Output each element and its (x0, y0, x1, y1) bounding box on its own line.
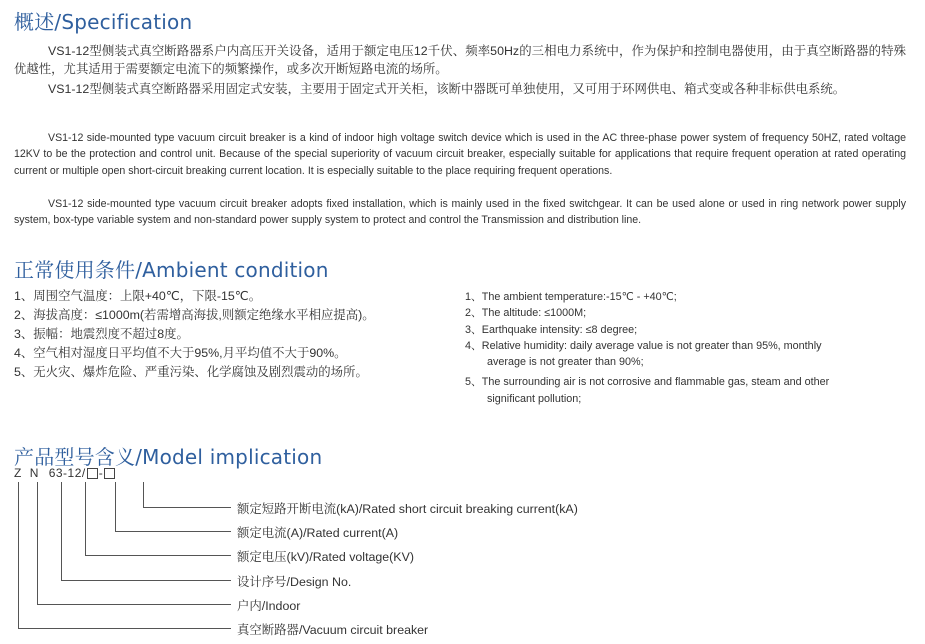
model-code (14, 466, 116, 480)
list-item-continuation: significant pollution; (487, 392, 582, 405)
model-code-n: N (29, 466, 39, 480)
model-box-rated-current (87, 468, 98, 479)
model-code-number: 63-12 (48, 466, 82, 480)
list-item: 2、海拔高度：≤1000m(若需增高海拔,则额定绝缘水平相应提高)。 (14, 308, 375, 322)
model-box-breaking-current (104, 468, 115, 479)
model-code-z: Z (14, 466, 22, 480)
ambient-heading: 正常使用条件/Ambient condition (14, 258, 329, 282)
list-item-text: 5、The surrounding air is not corrosive and flammable gas, steam and other (465, 376, 830, 389)
model-label-indoor: 户内/Indoor (237, 599, 301, 613)
model-label-design-no: 设计序号/Design No. (237, 575, 352, 589)
list-item-text: 4、Relative humidity: daily average value is not greater than 95%, monthly (465, 339, 822, 352)
list-item (465, 338, 829, 371)
list-item: 2、The altitude: ≤1000M; (465, 307, 587, 320)
ambient-en-list (465, 289, 829, 407)
specification-heading: 概述/Specification (14, 10, 193, 34)
model-label-breaking-current: 额定短路开断电流(kA)/Rated short circuit breaking current(kA) (237, 502, 578, 516)
list-item: 3、振幅：地震烈度不超过8度。 (14, 327, 189, 341)
list-item: 3、Earthquake intensity: ≤8 degree; (465, 323, 638, 336)
list-item: 1、The ambient temperature:-15℃ - +40℃; (465, 291, 677, 303)
spec-cn-paragraph-2: VS1-12型侧装式真空断路器采用固定式安装，主要用于固定式开关柜，该断中器既可单独使用，又可用于环网供电、箱式变或各种非标供电系统。 (48, 82, 846, 96)
list-item: 4、空气相对湿度日平均值不大于95%,月平均值不大于90%。 (14, 346, 347, 360)
list-item: 5、无火灾、爆炸危险、严重污染、化学腐蚀及剧烈震动的场所。 (14, 365, 368, 379)
list-item (465, 374, 829, 407)
model-code-slash: / (81, 466, 86, 480)
list-item: 1、周围空气温度：上限+40℃，下限-15℃。 (14, 289, 262, 303)
model-heading: 产品型号含义/Model implication (14, 445, 323, 469)
model-label-vacuum-breaker: 真空断路器/Vacuum circuit breaker (237, 623, 429, 637)
model-label-rated-current: 额定电流(A)/Rated current(A) (237, 526, 399, 540)
spec-en-paragraph-2: VS1-12 side-mounted type vacuum circuit breaker adopts fixed installation, which is mainly used in the fixed switchgear. It can be used alone or used in ring network power supply system, box-type variable system and non-standard power supply system to protect and control the Transmission and distribution line. (14, 198, 906, 227)
list-item-continuation: average is not greater than 90%; (487, 356, 644, 369)
spec-en-paragraph-1: VS1-12 side-mounted type vacuum circuit breaker is a kind of indoor high voltage switch device which is used in the AC three-phase power system of frequency 50HZ, rated voltage 12KV to be the protection and control unit. Because of the special superiority of vacuum circuit breaker, especially suitable for applications that require frequent operation at rated operating current or multiple open short-circuit breaking current location. It is especially suitable to the place requiring frequent operations. (14, 132, 906, 177)
spec-cn-paragraph-1: VS1-12型侧装式真空断路器系户内高压开关设备，适用于额定电压12千伏、频率50Hz的三相电力系统中，作为保护和控制电器使用，由于真空断路器的特殊优越性，尤其适用于需要额定电流下的频繁操作，或多次开断短路电流的场所。 (14, 44, 906, 76)
model-code-dash: - (98, 466, 104, 480)
ambient-cn-list (14, 287, 375, 382)
model-label-rated-voltage: 额定电压(kV)/Rated voltage(KV) (237, 550, 414, 564)
